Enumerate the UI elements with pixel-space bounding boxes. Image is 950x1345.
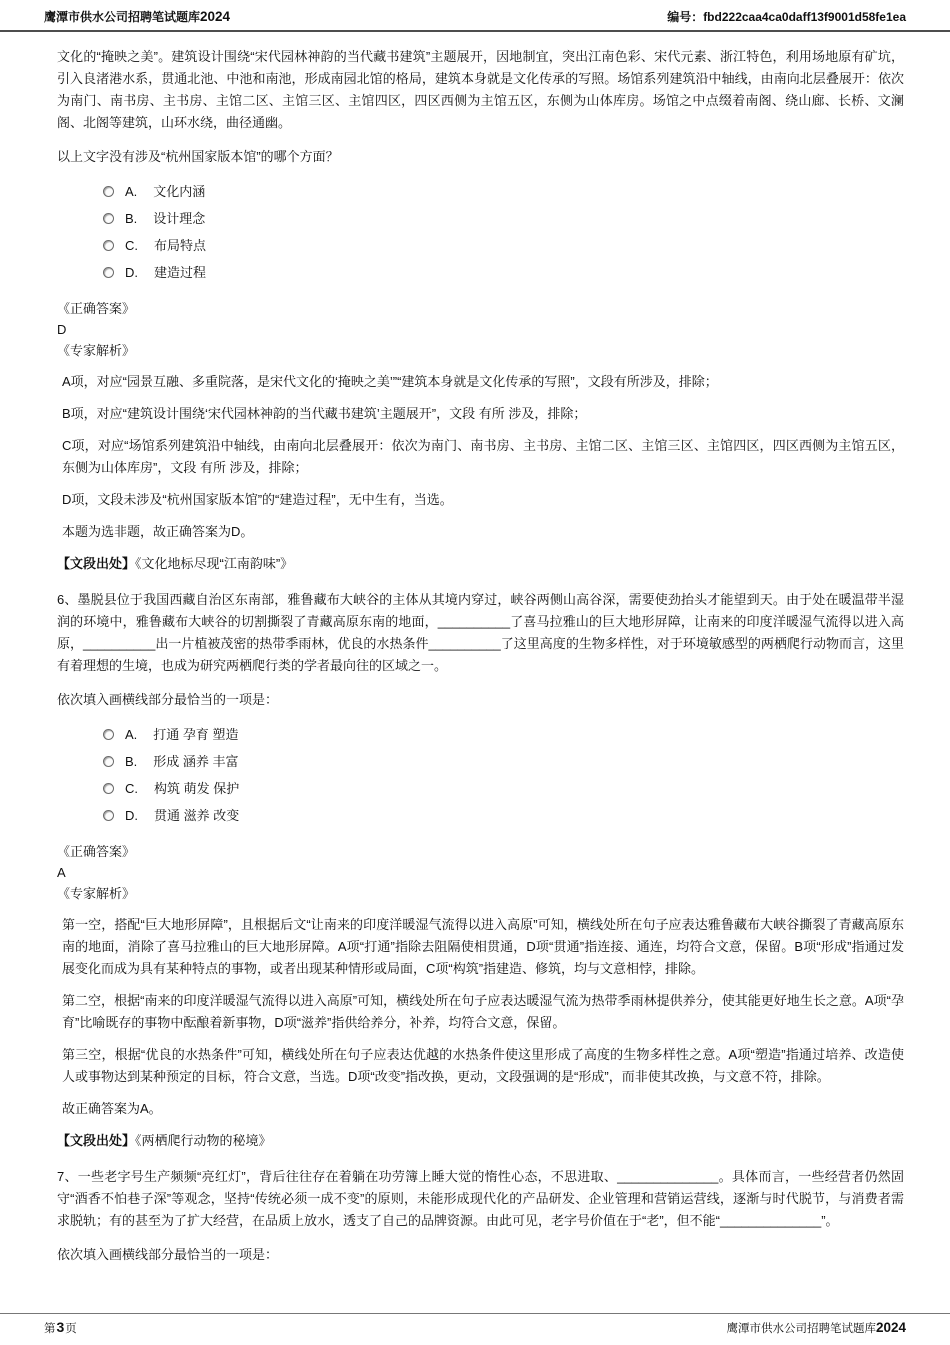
- q5-answer: D: [57, 322, 67, 337]
- radio-button[interactable]: [103, 756, 114, 767]
- radio-button[interactable]: [103, 213, 114, 224]
- option-letter: D.: [125, 807, 138, 823]
- q7-passage: 7、一些老字号生产频频“亮红灯”，背后往往存在着躺在功劳簿上睡大觉的惰性心态，不思进取、______________。具体而言，一些经营者仍然固守“酒香不怕巷子深”等观念，坚持“传统必须一成不变”的原则，未能形成现代化的产品研发、企业管理和营销运营线，逐渐与时代脱节，与消费者需求脱轨；有的甚至为了扩大经营，在品质上放水，透支了自己的品牌资源。由此可见，老字号价值在于“老”，但不能“______________”。: [57, 1169, 904, 1228]
- option-text: 构筑 萌发 保护: [154, 780, 240, 796]
- footer-title-text: 鹰潭市供水公司招聘笔试题库: [726, 1322, 876, 1335]
- radio-button[interactable]: [103, 186, 114, 197]
- option-text: 打通 孕育 塑造: [153, 726, 239, 742]
- q5-analysis-heading: 《专家解析》: [57, 343, 136, 358]
- page-prefix: 第: [44, 1323, 56, 1335]
- option-letter: D.: [125, 264, 138, 280]
- q6-passage: 6、墨脱县位于我国西藏自治区东南部，雅鲁藏布大峡谷的主体从其境内穿过，峡谷两侧山高谷深，需要使劲抬头才能望到天。由于处在暖温带半湿润的环境中，雅鲁藏布大峡谷的切割撕裂了青藏高原东南的地面，__________了喜马拉雅山的巨大地形屏障，让南来的印度洋暖湿气流得以进入高原，__________出一片植被茂密的热带季雨林，优良的水热条件__________了这里高度的生物多样性，对于环境敏感型的两栖爬行动物而言，这里有着理想的生境，也成为研究两栖爬行类的学者最向往的区域之一。: [57, 592, 904, 673]
- q6-option-c[interactable]: [103, 775, 904, 802]
- option-letter: A.: [125, 726, 138, 742]
- q5-prompt: 以上文字没有涉及“杭州国家版本馆”的哪个方面？: [57, 149, 339, 164]
- q6-answer-heading: 《正确答案》: [57, 844, 136, 859]
- analysis-paragraph: 第二空，根据“南来的印度洋暖湿气流得以进入高原”可知，横线处所在句子应表达暖湿气流为热带季雨林提供养分，使其能更好地生长之意。A项“孕育”比喻既存的事物中酝酿着新事物，D项“滋养”指供给养分，补养，均符合文意，保留。: [62, 993, 904, 1030]
- header-title-year: 2024: [200, 9, 231, 24]
- analysis-paragraph: A项，对应“园景互融、多重院落，是宋代文化的‘掩映之美’”“建筑本身就是文化传承的写照”，文段有所涉及，排除；: [62, 374, 718, 389]
- option-letter: C.: [125, 237, 138, 253]
- q5-answer-block: [57, 298, 904, 361]
- analysis-paragraph: D项，文段未涉及“杭州国家版本馆”的“建造过程”，无中生有，当选。: [62, 492, 453, 507]
- radio-button[interactable]: [103, 240, 114, 251]
- option-text: 设计理念: [153, 210, 206, 226]
- q5-option-b[interactable]: [103, 205, 904, 232]
- radio-button[interactable]: [103, 783, 114, 794]
- footer-page-number: [44, 1319, 77, 1336]
- document-footer: [0, 1313, 950, 1345]
- analysis-paragraph: 本题为选非题，故正确答案为D。: [62, 524, 254, 539]
- q6-prompt: 依次填入画横线部分最恰当的一项是：: [57, 692, 279, 707]
- analysis-paragraph: 第三空，根据“优良的水热条件”可知，横线处所在句子应表达优越的水热条件使这里形成了高度的生物多样性之意。A项“塑造”指通过培养、改造使人或事物达到某种预定的目标，符合文意，当选。D项“改变”指改换，更动，文段强调的是“形成”，而非使其改换，与文意不符，排除。: [62, 1047, 904, 1084]
- analysis-paragraph: 故正确答案为A。: [62, 1101, 162, 1116]
- source-label: 【文段出处】: [57, 1133, 136, 1148]
- q5-option-c[interactable]: [103, 232, 904, 259]
- option-letter: A.: [125, 183, 138, 199]
- option-text: 文化内涵: [153, 183, 206, 199]
- q7-prompt: 依次填入画横线部分最恰当的一项是：: [57, 1247, 279, 1262]
- source-title: 《两栖爬行动物的秘境》: [135, 1133, 272, 1148]
- q5-answer-heading: 《正确答案》: [57, 301, 136, 316]
- page-suffix: 页: [65, 1323, 77, 1335]
- q6-option-d[interactable]: [103, 802, 904, 829]
- q6-analysis-heading: 《专家解析》: [57, 886, 136, 901]
- header-title-text: 鹰潭市供水公司招聘笔试题库: [44, 10, 201, 24]
- option-text: 形成 涵养 丰富: [153, 753, 239, 769]
- analysis-paragraph: 第一空，搭配“巨大地形屏障”，且根据后文“让南来的印度洋暖湿气流得以进入高原”可知，横线处所在句子应表达雅鲁藏布大峡谷撕裂了青藏高原东南的地面，消除了喜马拉雅山的巨大地形屏障。A项“打通”指除去阻隔使相贯通，D项“贯通”指连接、通连，均符合文意，保留。B项“形成”指通过发展变化而成为具有某种特点的事物，或者出现某种情形或局面，C项“构筑”指建造、修筑，均与文意相悖，排除。: [62, 917, 904, 976]
- radio-button[interactable]: [103, 810, 114, 821]
- q6-answer: A: [57, 865, 66, 880]
- radio-button[interactable]: [103, 729, 114, 740]
- source-title: 《文化地标尽现“江南韵味”》: [135, 556, 294, 571]
- q5-source: [57, 553, 904, 575]
- q5-option-d[interactable]: [103, 259, 904, 286]
- q6-answer-block: [57, 841, 904, 904]
- header-doc-number: 编号：fbd222caa4ca0daff13f9001d58fe1ea: [667, 10, 906, 24]
- footer-title: [726, 1320, 906, 1336]
- q5-passage: 文化的“掩映之美”。建筑设计围绕“宋代园林神韵的当代藏书建筑”主题展开，因地制宜，突出江南色彩、宋代元素、浙江特色，利用场地原有矿坑，引入良渚港水系，贯通北池、中池和南池，形成南园北馆的格局，建筑本身就是文化传承的写照。场馆系列建筑沿中轴线，由南向北层叠展开：依次为南门、南书房、主书房、主馆二区、主馆三区、主馆四区，四区西侧为主馆五区，东侧为山体库房。场馆之中点缀着南阁、绕山廊、长桥、文澜阁、北阁等建筑，山环水绕，曲径通幽。: [57, 49, 904, 130]
- option-letter: C.: [125, 780, 138, 796]
- q6-option-b[interactable]: [103, 748, 904, 775]
- source-label: 【文段出处】: [57, 556, 136, 571]
- document-header: [0, 0, 950, 32]
- q6-option-a[interactable]: [103, 721, 904, 748]
- header-title: [44, 8, 230, 25]
- option-letter: B.: [125, 210, 138, 226]
- q6-source: [57, 1130, 904, 1152]
- analysis-paragraph: B项，对应“建筑设计围绕‘宋代园林神韵的当代藏书建筑’主题展开”，文段 有所 涉及，排除；: [62, 406, 587, 421]
- option-letter: B.: [125, 753, 138, 769]
- page-digit: 3: [56, 1319, 65, 1335]
- option-text: 布局特点: [154, 237, 207, 253]
- option-text: 建造过程: [154, 264, 207, 280]
- analysis-paragraph: C项，对应“场馆系列建筑沿中轴线，由南向北层叠展开：依次为南门、南书房、主书房、主馆二区、主馆三区、主馆四区，四区西侧为主馆五区，东侧为山体库房”，文段 有所 涉及，排除；: [62, 438, 904, 475]
- footer-title-year: 2024: [875, 1319, 906, 1335]
- q5-option-a[interactable]: [103, 178, 904, 205]
- radio-button[interactable]: [103, 267, 114, 278]
- q6-options: [103, 721, 904, 829]
- document-body: [0, 32, 950, 1313]
- q5-options: [103, 178, 904, 286]
- option-text: 贯通 滋养 改变: [154, 807, 240, 823]
